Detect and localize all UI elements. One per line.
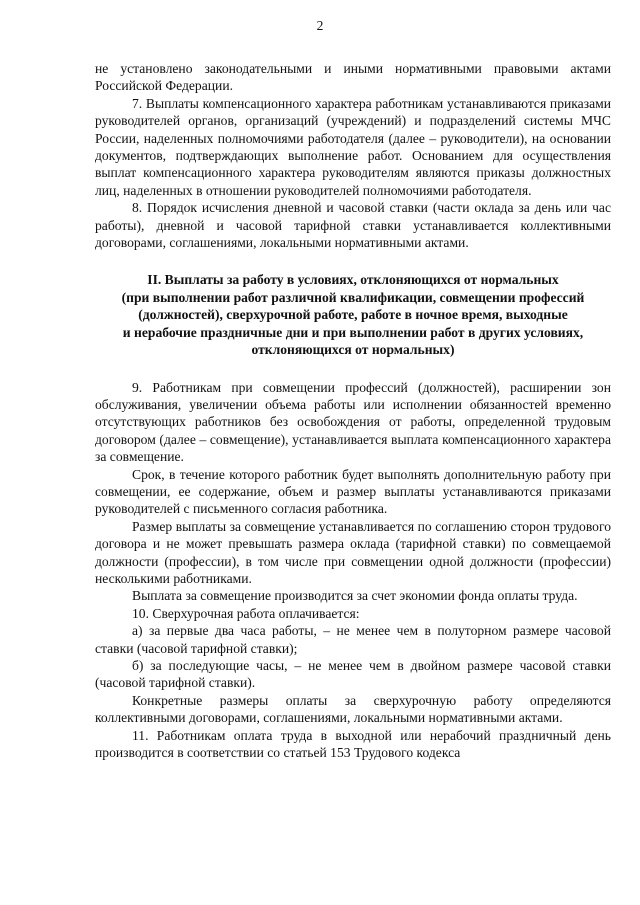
paragraph-9-amount: Размер выплаты за совмещение устанавливается по соглашению сторон трудового договора и не может превышать размера оклада (тарифной ставки) по совмещаемой должности (профессии), в том числе при совмещении одной должности (профессии) несколькими работниками.: [95, 518, 611, 586]
paragraph-7: 7. Выплаты компенсационного характера работникам устанавливаются приказами руководителей органов, организаций (учреждений) и подразделений системы МЧС России, наделенных полномочиями работодателя (далее – руководители), на основании документов, подтверждающих выполнение работ. Основанием для осуществления выплат компенсационного характера руководителям являются приказы должностных лиц, наделенных в отношении руководителей полномочиями работодателя.: [95, 95, 611, 198]
paragraph-11: 11. Работникам оплата труда в выходной или нерабочий праздничный день производится в соответствии со статьей 153 Трудового кодекса: [95, 727, 611, 761]
heading-line: и нерабочие праздничные дни и при выполнении работ в других условиях,: [122, 324, 584, 340]
heading-line: II. Выплаты за работу в условиях, отклоняющихся от нормальных: [147, 272, 559, 288]
paragraph-10: 10. Сверхурочная работа оплачивается:: [132, 605, 360, 621]
heading-line: отклоняющихся от нормальных): [251, 342, 455, 358]
document-body: [95, 60, 611, 761]
paragraph-continuation: не установлено законодательными и иными нормативными правовыми актами Российской Федерации.: [95, 61, 611, 94]
paragraph-10-sizes: Конкретные размеры оплаты за сверхурочную работу определяются коллективными договорами, соглашениями, локальными нормативными актами.: [95, 692, 611, 726]
paragraph-10-b: б) за последующие часы, – не менее чем в двойном размере часовой ставки (часовой тарифной ставки).: [95, 658, 611, 691]
paragraph-9-term: Срок, в течение которого работник будет выполнять дополнительную работу при совмещении, ее содержание, объем и размер выплаты устанавливаются приказами руководителей с письменного согласия работника.: [95, 466, 611, 517]
section-heading: [95, 271, 611, 358]
paragraph-10-a: а) за первые два часа работы, – не менее чем в полуторном размере часовой ставки (часовой тарифной ставки);: [95, 623, 611, 656]
paragraph-9: 9. Работникам при совмещении профессий (должностей), расширении зон обслуживания, увеличении объема работы или исполнении обязанностей временно отсутствующих работников без освобождения от работы, определенной трудовым договором (далее – совмещение), устанавливается выплата компенсационного характера за совмещение.: [95, 379, 611, 465]
heading-line: (при выполнении работ различной квалификации, совмещении профессий: [121, 289, 585, 305]
paragraph-8: 8. Порядок исчисления дневной и часовой ставки (части оклада за день или час работы), дневной и часовой тарифной ставки устанавливается коллективными договорами, соглашениями, локальными нормативными актами.: [95, 200, 611, 251]
paragraph-9-funding: Выплата за совмещение производится за счет экономии фонда оплаты труда.: [132, 588, 578, 604]
heading-line: (должностей), сверхурочной работе, работе в ночное время, выходные: [138, 307, 568, 323]
page-number: 2: [316, 18, 324, 33]
